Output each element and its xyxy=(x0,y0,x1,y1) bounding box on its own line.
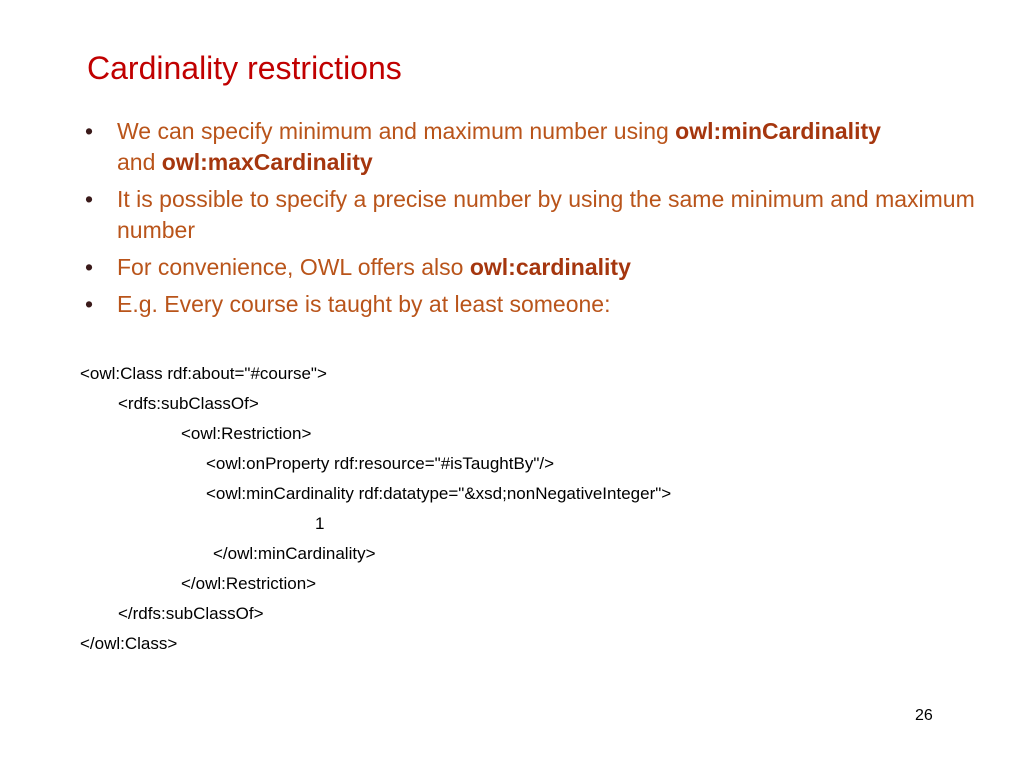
page-number: 26 xyxy=(915,707,933,724)
code-line: </rdfs:subClassOf> xyxy=(118,604,264,623)
bullet-text: It is possible to specify a precise number by using the same minimum and maximum number xyxy=(117,186,975,243)
code-line: <owl:onProperty rdf:resource="#isTaughtBy"/> xyxy=(206,454,555,473)
bullet-dot-icon: • xyxy=(85,291,94,317)
code-line: <owl:minCardinality rdf:datatype="&xsd;nonNegativeInteger"> xyxy=(206,484,672,503)
bullet-keyword: owl:minCardinality xyxy=(675,118,881,144)
code-line: <owl:Restriction> xyxy=(181,424,312,443)
bullet-keyword: owl:maxCardinality xyxy=(161,149,373,175)
bullet-text: For convenience, OWL offers also xyxy=(117,254,470,280)
slide-title: Cardinality restrictions xyxy=(87,50,402,86)
code-line: </owl:minCardinality> xyxy=(213,544,376,563)
code-line: <rdfs:subClassOf> xyxy=(118,394,259,413)
bullet-dot-icon: • xyxy=(85,186,94,212)
bullet-item xyxy=(0,116,1024,178)
bullet-list xyxy=(0,116,1024,326)
bullet-dot-icon: • xyxy=(85,254,94,280)
code-line: </owl:Class> xyxy=(80,634,178,653)
bullet-text: and xyxy=(117,149,162,175)
bullet-text: E.g. Every course is taught by at least someone: xyxy=(117,291,611,317)
code-line: <owl:Class rdf:about="#course"> xyxy=(80,364,327,383)
code-line: 1 xyxy=(315,514,325,533)
code-line: </owl:Restriction> xyxy=(181,574,317,593)
bullet-item xyxy=(0,184,1024,246)
bullet-dot-icon: • xyxy=(85,118,94,144)
bullet-item xyxy=(0,289,1024,320)
bullet-item xyxy=(0,252,1024,283)
bullet-text: We can specify minimum and maximum number using xyxy=(117,118,676,144)
bullet-keyword: owl:cardinality xyxy=(469,254,631,280)
